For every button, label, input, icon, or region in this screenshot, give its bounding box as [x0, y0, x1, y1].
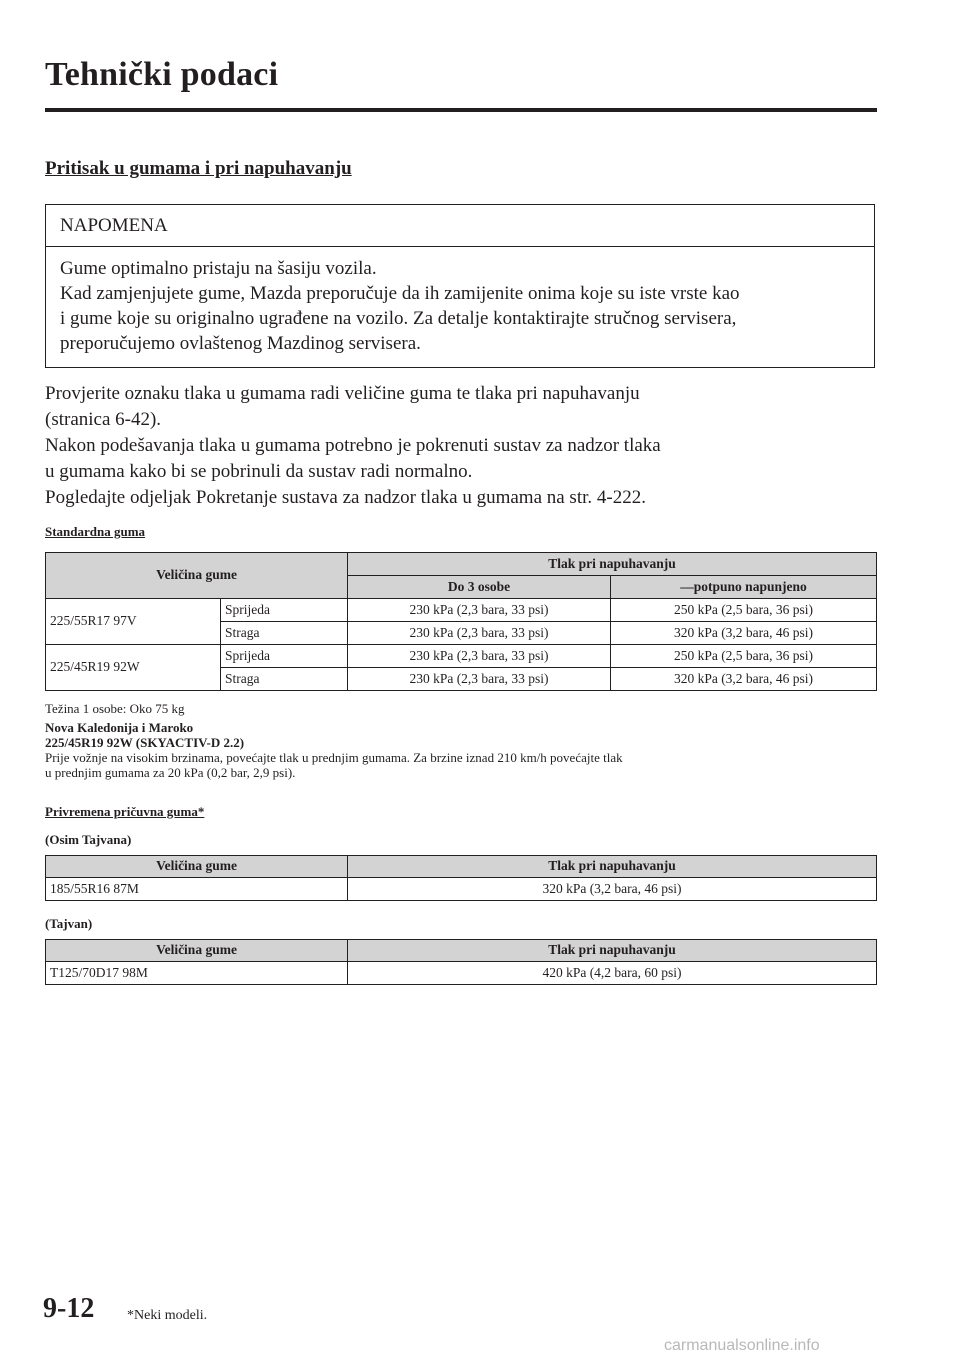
- table-row: [46, 962, 877, 985]
- table-row: [46, 645, 877, 668]
- pressure-cell: 320 kPa (3,2 bara, 46 psi): [611, 668, 877, 691]
- pressure-cell: 230 kPa (2,3 bara, 33 psi): [348, 668, 611, 691]
- pressure-cell: 230 kPa (2,3 bara, 33 psi): [348, 622, 611, 645]
- footnote: *Neki modeli.: [127, 1308, 208, 1323]
- note-text: [46, 247, 874, 356]
- position-cell: Straga: [221, 668, 348, 691]
- tire-size-cell: 225/45R19 92W: [46, 645, 221, 691]
- region-note: Nova Kaledonija i Maroko: [45, 720, 194, 735]
- tire-size-cell: T125/70D17 98M: [46, 962, 348, 985]
- note-line: preporučujemo ovlaštenog Mazdinog servisera.: [60, 333, 421, 354]
- pressure-cell: 230 kPa (2,3 bara, 33 psi): [348, 645, 611, 668]
- spare-tire-table-taiwan: [45, 939, 877, 985]
- watermark: carmanualsonline.info: [664, 1337, 820, 1354]
- body-line: (stranica 6-42).: [45, 409, 162, 430]
- note-box: [45, 204, 875, 368]
- position-cell: Sprijeda: [221, 645, 348, 668]
- table-row: [46, 878, 877, 901]
- header-up-to-3-persons: Do 3 osobe: [348, 576, 611, 599]
- table-notes: [45, 701, 885, 780]
- model-note: 225/45R19 92W (SKYACTIV-D 2.2): [45, 735, 245, 750]
- header-fully-loaded: —potpuno napunjeno: [611, 576, 877, 599]
- body-line: Provjerite oznaku tlaka u gumama radi veličine guma te tlaka pri napuhavanju: [45, 383, 640, 404]
- pressure-cell: 230 kPa (2,3 bara, 33 psi): [348, 599, 611, 622]
- body-line: Pogledajte odjeljak Pokretanje sustava za nadzor tlaka u gumama na str. 4-222.: [45, 487, 646, 508]
- header-inflation-pressure: Tlak pri napuhavanju: [348, 856, 877, 878]
- high-speed-note: u prednjim gumama za 20 kPa (0,2 bar, 2,9 psi).: [45, 765, 296, 780]
- pressure-cell: 420 kPa (4,2 bara, 60 psi): [348, 962, 877, 985]
- section-heading: Pritisak u gumama i pri napuhavanju: [45, 158, 352, 179]
- spare-tire-heading: Privremena pričuvna guma*: [45, 804, 205, 819]
- page-number: 9-12: [43, 1293, 95, 1324]
- position-cell: Straga: [221, 622, 348, 645]
- header-tire-size: Veličina gume: [46, 940, 348, 962]
- person-weight-note: Težina 1 osobe: Oko 75 kg: [45, 701, 185, 716]
- pressure-cell: 320 kPa (3,2 bara, 46 psi): [611, 622, 877, 645]
- note-heading: NAPOMENA: [46, 205, 874, 247]
- note-line: Kad zamjenjujete gume, Mazda preporučuje da ih zamijenite onima koje su iste vrste kao: [60, 283, 740, 304]
- taiwan-label: (Tajvan): [45, 916, 93, 931]
- header-tire-size: Veličina gume: [46, 856, 348, 878]
- tire-size-cell: 185/55R16 87M: [46, 878, 348, 901]
- standard-tire-heading: Standardna guma: [45, 524, 146, 539]
- header-tire-size: Veličina gume: [46, 553, 348, 599]
- pressure-cell: 320 kPa (3,2 bara, 46 psi): [348, 878, 877, 901]
- header-inflation-pressure: Tlak pri napuhavanju: [348, 553, 877, 576]
- page-title: Tehnički podaci: [45, 56, 279, 93]
- body-paragraph: [45, 381, 885, 511]
- tire-size-cell: 225/55R17 97V: [46, 599, 221, 645]
- pressure-cell: 250 kPa (2,5 bara, 36 psi): [611, 599, 877, 622]
- standard-tire-table: [45, 552, 877, 691]
- high-speed-note: Prije vožnje na visokim brzinama, povećajte tlak u prednjim gumama. Za brzine iznad 210 km/h povećajte tlak: [45, 750, 623, 765]
- header-inflation-pressure: Tlak pri napuhavanju: [348, 940, 877, 962]
- position-cell: Sprijeda: [221, 599, 348, 622]
- except-taiwan-label: (Osim Tajvana): [45, 832, 132, 847]
- pressure-cell: 250 kPa (2,5 bara, 36 psi): [611, 645, 877, 668]
- title-rule: [45, 108, 877, 112]
- note-line: Gume optimalno pristaju na šasiju vozila.: [60, 258, 377, 279]
- body-line: u gumama kako bi se pobrinuli da sustav radi normalno.: [45, 461, 473, 482]
- table-row: [46, 599, 877, 622]
- spare-tire-table-except-taiwan: [45, 855, 877, 901]
- body-line: Nakon podešavanja tlaka u gumama potrebno je pokrenuti sustav za nadzor tlaka: [45, 435, 661, 456]
- note-line: i gume koje su originalno ugrađene na vozilo. Za detalje kontaktirajte stručnog servisera,: [60, 308, 737, 329]
